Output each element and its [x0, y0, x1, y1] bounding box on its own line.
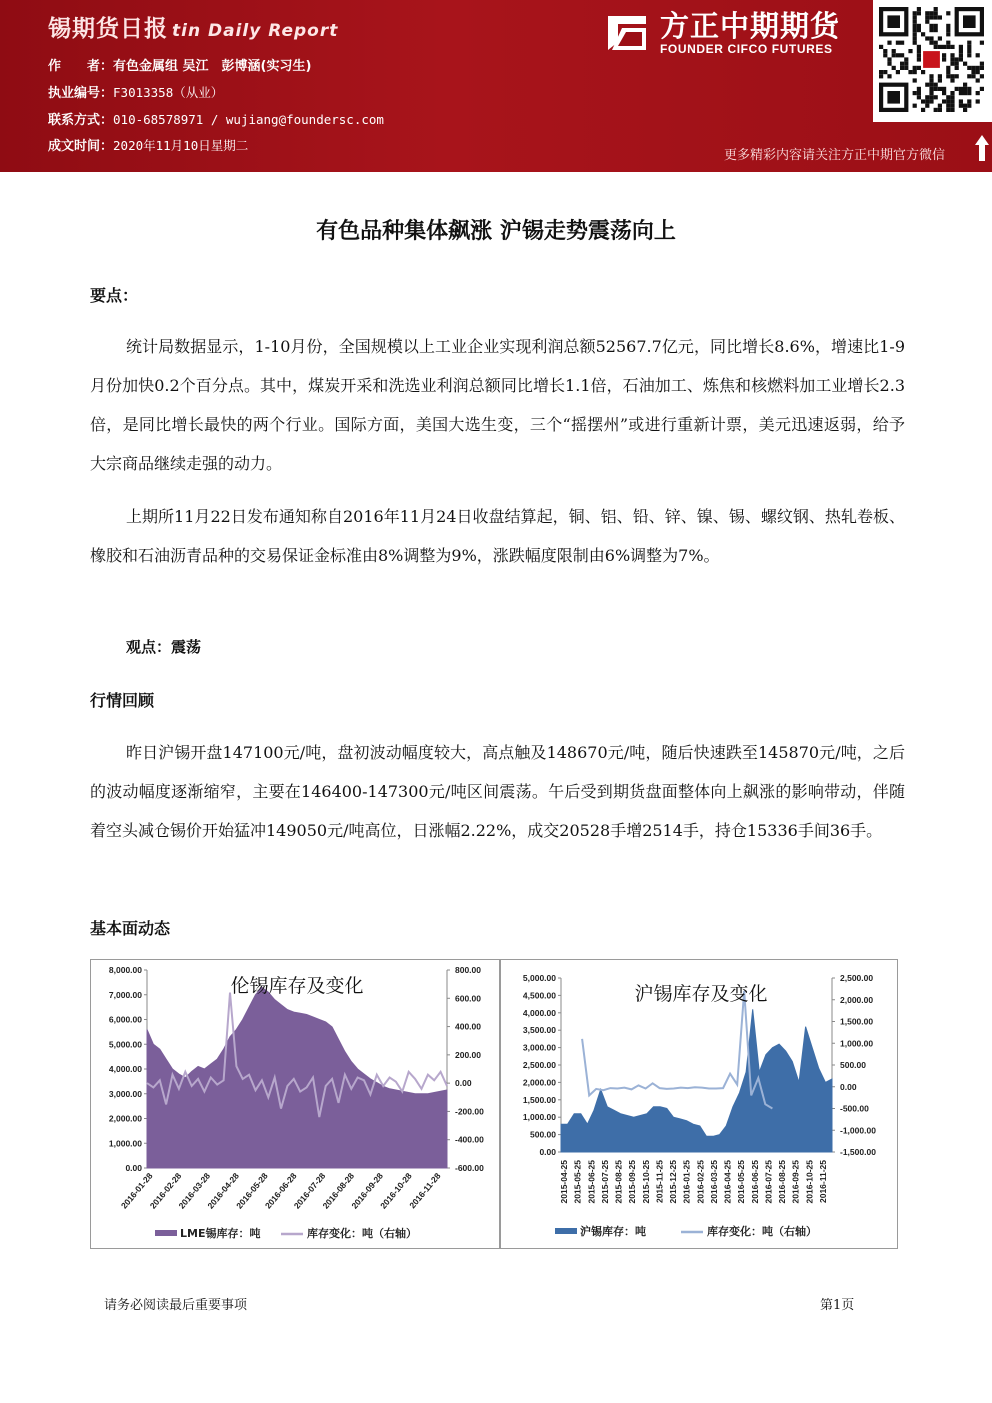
y-right-tick-label: 1,500.00: [840, 1016, 874, 1027]
contact-value: 010-68578971 / wujiang@foundersc.com: [113, 112, 384, 127]
x-tick-label: 2015-12-25: [668, 1160, 679, 1204]
x-tick-label: 2016-07-28: [291, 1170, 328, 1211]
view-label: 观点：震荡: [126, 638, 202, 656]
legend-area-swatch: [555, 1228, 577, 1234]
legend-area-swatch: [155, 1230, 177, 1236]
y-left-tick-label: 4,000.00: [108, 1064, 142, 1074]
page-number: 第1页: [820, 1298, 855, 1313]
section-key-points: 要点：: [90, 286, 139, 305]
y-right-tick-label: 0.00: [455, 1078, 472, 1089]
footer-disclaimer: 请务必阅读最后重要事项: [104, 1298, 248, 1313]
report-header: [0, 0, 992, 172]
y-right-tick-label: 200.00: [455, 1049, 481, 1060]
x-tick-label: 2016-06-25: [749, 1160, 760, 1204]
author-line: [48, 55, 311, 74]
company-name-en: FOUNDER CIFCO FUTURES: [660, 42, 833, 56]
report-brand: [48, 10, 338, 43]
y-left-tick-label: 8,000.00: [108, 965, 142, 975]
x-tick-label: 2016-01-25: [681, 1160, 692, 1204]
y-left-tick-label: 5,000.00: [108, 1039, 142, 1050]
license-value: F3013358（从业）: [113, 85, 224, 100]
y-right-tick-label: 600.00: [455, 993, 481, 1004]
x-tick-label: 2015-05-25: [572, 1160, 583, 1204]
x-tick-label: 2015-07-25: [599, 1160, 610, 1204]
paragraph-macro: 统计局数据显示，1-10月份，全国规模以上工业企业实现利润总额52567.7亿元，同比增长8.6%，增速比1-9月份加快0.2个百分点。其中，煤炭开采和洗选业利润总额同比增长1.1倍，石油加工、炼焦和核燃料加工业增长2.3倍，是同比增长最快的两个行业。国际方面，美国大选生变，三个“摇摆州”或进行重新计票，美元迅速返弱，给予大宗商品继续走强的动力。: [90, 337, 905, 473]
x-tick-label: 2016-08-28: [320, 1170, 357, 1211]
paragraph-market-review: 昨日沪锡开盘147100元/吨，盘初波动幅度较大，高点触及148670元/吨，随后快速跌至145870元/吨，之后的波动幅度逐渐缩窄，主要在146400-147300元/吨区间震荡。午后受到期货盘面整体向上飙涨的影响带动，伴随着空头减仓锡价开始猛冲149050元/吨高位，日涨幅2.22%，成交20528手增2514手，持仓15336手间36手。: [90, 743, 905, 840]
y-right-tick-label: 2,000.00: [840, 994, 874, 1005]
x-tick-label: 2016-10-25: [804, 1160, 815, 1204]
y-left-tick-label: 2,500.00: [522, 1060, 556, 1070]
contact-line: [48, 109, 384, 128]
x-tick-label: 2016-02-25: [695, 1160, 706, 1204]
y-left-tick-label: 3,000.00: [108, 1088, 142, 1099]
y-right-tick-label: -1,500.00: [840, 1147, 876, 1157]
date-line: [48, 135, 248, 154]
x-tick-label: 2016-04-28: [205, 1170, 241, 1211]
shfe-chart-frame: [500, 959, 898, 1249]
legend-area-label: 沪锡库存：吨: [580, 1225, 646, 1238]
y-left-tick-label: 5,000.00: [522, 973, 556, 983]
x-tick-label: 2016-03-25: [708, 1160, 719, 1204]
x-tick-label: 2016-05-25: [736, 1160, 747, 1204]
y-left-tick-label: 7,000.00: [108, 989, 142, 1000]
x-tick-label: 2015-06-25: [586, 1160, 597, 1204]
y-right-tick-label: -400.00: [455, 1134, 484, 1145]
y-left-tick-label: 1,000.00: [522, 1112, 556, 1123]
x-tick-label: 2016-09-28: [349, 1170, 385, 1211]
y-left-tick-label: 3,500.00: [522, 1025, 556, 1036]
y-left-tick-label: 3,000.00: [522, 1042, 556, 1053]
y-right-tick-label: 800.00: [455, 965, 481, 975]
y-left-tick-label: 1,500.00: [522, 1094, 556, 1105]
x-tick-label: 2015-08-25: [613, 1160, 624, 1204]
x-tick-label: 2016-03-28: [176, 1170, 213, 1211]
shfe-inventory-chart: [501, 960, 897, 1248]
author-value: 有色金属组 吴江 彭博涵(实习生): [113, 59, 312, 74]
y-left-tick-label: 0.00: [539, 1147, 556, 1157]
x-tick-label: 2016-05-28: [234, 1170, 270, 1211]
contact-label: 联系方式：: [48, 113, 114, 128]
legend-line-label: 库存变化：吨（右轴）: [307, 1227, 417, 1240]
wechat-note: 更多精彩内容请关注方正中期官方微信: [724, 148, 946, 163]
paragraph-margin-notice: 上期所11月22日发布通知称自2016年11月24日收盘结算起，铜、铝、铅、锌、镍、锡、螺纹钢、热轧卷板、橡胶和石油沥青品种的交易保证金标准由8%调整为9%，涨跌幅度限制由6%调整为7%。: [90, 507, 905, 565]
author-label: 作 者：: [48, 59, 114, 74]
x-tick-label: 2016-11-25: [818, 1160, 828, 1204]
brand-cn: 锡期货日报: [48, 16, 168, 42]
x-tick-label: 2016-06-28: [262, 1170, 299, 1211]
company-logo-icon: [604, 12, 650, 54]
report-title: 有色品种集体飙涨 沪锡走势震荡向上: [316, 218, 676, 244]
y-right-tick-label: -1,000.00: [840, 1125, 876, 1136]
y-left-tick-label: 2,000.00: [108, 1113, 142, 1124]
lme-chart-frame: [90, 959, 500, 1249]
license-label: 执业编号：: [48, 86, 114, 101]
y-left-tick-label: 2,000.00: [522, 1077, 556, 1088]
y-left-tick-label: 500.00: [530, 1129, 556, 1140]
qr-code-icon: [873, 0, 992, 122]
x-tick-label: 2016-08-25: [777, 1160, 788, 1204]
date-label: 成文时间：: [48, 139, 114, 154]
x-tick-label: 2015-10-25: [640, 1160, 651, 1204]
section-fundamentals: 基本面动态: [90, 919, 171, 938]
x-tick-label: 2016-10-28: [378, 1170, 414, 1211]
chart-title: 沪锡库存及变化: [634, 983, 768, 1005]
legend-area-label: LME锡库存：吨: [180, 1227, 261, 1240]
y-left-tick-label: 1,000.00: [108, 1138, 142, 1149]
section-market-review: 行情回顾: [90, 691, 155, 710]
x-tick-label: 2016-09-25: [790, 1160, 801, 1204]
company-name-cn: 方正中期期货: [660, 9, 841, 43]
x-tick-label: 2016-11-28: [407, 1170, 443, 1211]
lme-inventory-chart: [91, 960, 499, 1248]
chart-title: 伦锡库存及变化: [230, 975, 364, 997]
x-tick-label: 2016-07-25: [763, 1160, 774, 1204]
license-line: [48, 82, 223, 101]
y-left-tick-label: 0.00: [125, 1163, 142, 1173]
legend-line-label: 库存变化：吨（右轴）: [707, 1225, 817, 1238]
y-right-tick-label: -200.00: [455, 1106, 484, 1117]
up-arrow-icon: [974, 134, 990, 162]
x-tick-label: 2015-09-25: [627, 1160, 638, 1204]
x-tick-label: 2016-02-28: [147, 1170, 184, 1211]
y-right-tick-label: 2,500.00: [840, 973, 874, 983]
y-right-tick-label: 1,000.00: [840, 1038, 874, 1049]
x-tick-label: 2016-04-25: [722, 1160, 733, 1204]
y-left-tick-label: 6,000.00: [108, 1014, 142, 1025]
y-right-tick-label: 500.00: [840, 1060, 866, 1070]
x-tick-label: 2015-04-25: [559, 1160, 569, 1204]
y-right-tick-label: 400.00: [455, 1021, 481, 1032]
x-tick-label: 2015-11-25: [654, 1160, 665, 1204]
y-left-tick-label: 4,500.00: [522, 990, 556, 1001]
inventory-area-series: [561, 1009, 832, 1152]
y-right-tick-label: 0.00: [840, 1081, 857, 1092]
y-left-tick-label: 4,000.00: [522, 1007, 556, 1018]
date-value: 2020年11月10日星期二: [113, 138, 249, 153]
y-right-tick-label: -500.00: [840, 1103, 869, 1114]
y-right-tick-label: -600.00: [455, 1163, 484, 1173]
brand-en: tin Daily Report: [172, 21, 339, 41]
inventory-area-series: [147, 987, 447, 1168]
x-tick-label: 2016-01-28: [118, 1170, 155, 1211]
